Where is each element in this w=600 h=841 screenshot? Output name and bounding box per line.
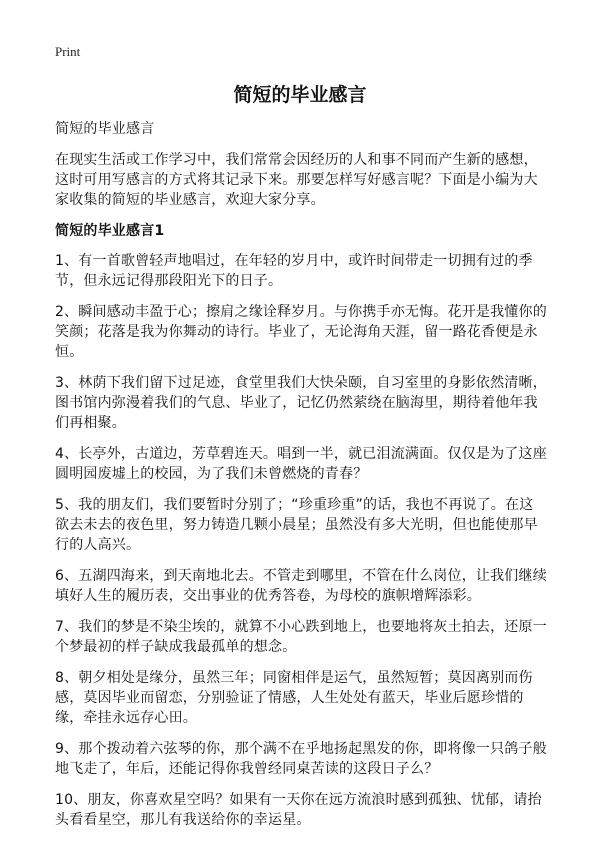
list-item: 2、瞬间感动丰盈于心；擦肩之缘诠释岁月。与你携手亦无悔。花开是我懂你的笑颜；花落是我为你舞动的诗行。毕业了，无论海角天涯，留一路花香便是永恒。 <box>55 304 547 360</box>
list-item: 9、那个拨动着六弦琴的你，那个满不在乎地扬起黑发的你，即将像一只鸽子般地飞走了，年后，还能记得你我曾经同桌苦读的这段日子么？ <box>55 741 547 777</box>
section-heading: 简短的毕业感言1 <box>55 223 165 239</box>
list-item: 10、朋友，你喜欢星空吗？如果有一天你在远方流浪时感到孤独、忧郁，请抬头看看星空，那儿有我送给你的幸运星。 <box>55 792 542 828</box>
list-item: 4、长亭外，古道边，芳草碧连天。唱到一半，就已泪流满面。仅仅是为了这座圆明园废墟上的校园，为了我们未曾燃烧的青春？ <box>55 446 547 482</box>
list-item: 5、我的朋友们，我们要暂时分别了；“珍重珍重”的话，我也不再说了。在这欲去未去的夜色里，努力铸造几颗小晨星；虽然没有多大光明，但也能使那早行的人高兴。 <box>55 497 538 553</box>
list-item: 3、林荫下我们留下过足迹，食堂里我们大快朵颐，自习室里的身影依然清晰，图书馆内弥漫着我们的气息、毕业了，记忆仍然萦绕在脑海里，期待着他年我们再相聚。 <box>55 375 547 431</box>
print-label: Print <box>55 44 81 59</box>
list-item: 1、有一首歌曾轻声地唱过，在年轻的岁月中，或许时间带走一切拥有过的季节，但永远记得那段阳光下的日子。 <box>55 253 533 289</box>
subtitle: 简短的毕业感言 <box>55 121 155 137</box>
document-body <box>55 119 547 841</box>
page-title: 简短的毕业感言 <box>233 84 367 106</box>
list-item: 8、朝夕相处是缘分，虽然三年；同窗相伴是运气，虽然短暂；莫因离别而伤感，莫因毕业而留恋，分别验证了情感，人生处处有蓝天，毕业后愿珍惜的缘，牵挂永远存心田。 <box>55 670 533 726</box>
intro-paragraph: 在现实生活或工作学习中，我们常常会因经历的人和事不同而产生新的感想，这时可用写感言的方式将其记录下来。那要怎样写好感言呢？下面是小编为大家收集的简短的毕业感言，欢迎大家分享。 <box>55 152 538 208</box>
list-item: 7、我们的梦是不染尘埃的，就算不小心跌到地上，也要地将灰土拍去，还原一个梦最初的样子缺成我最孤单的想念。 <box>55 619 547 655</box>
list-item: 6、五湖四海来，到天南地北去。不管走到哪里，不管在什么岗位，让我们继续填好人生的履历表，交出事业的优秀答卷，为母校的旗帜增辉添彩。 <box>55 568 547 604</box>
